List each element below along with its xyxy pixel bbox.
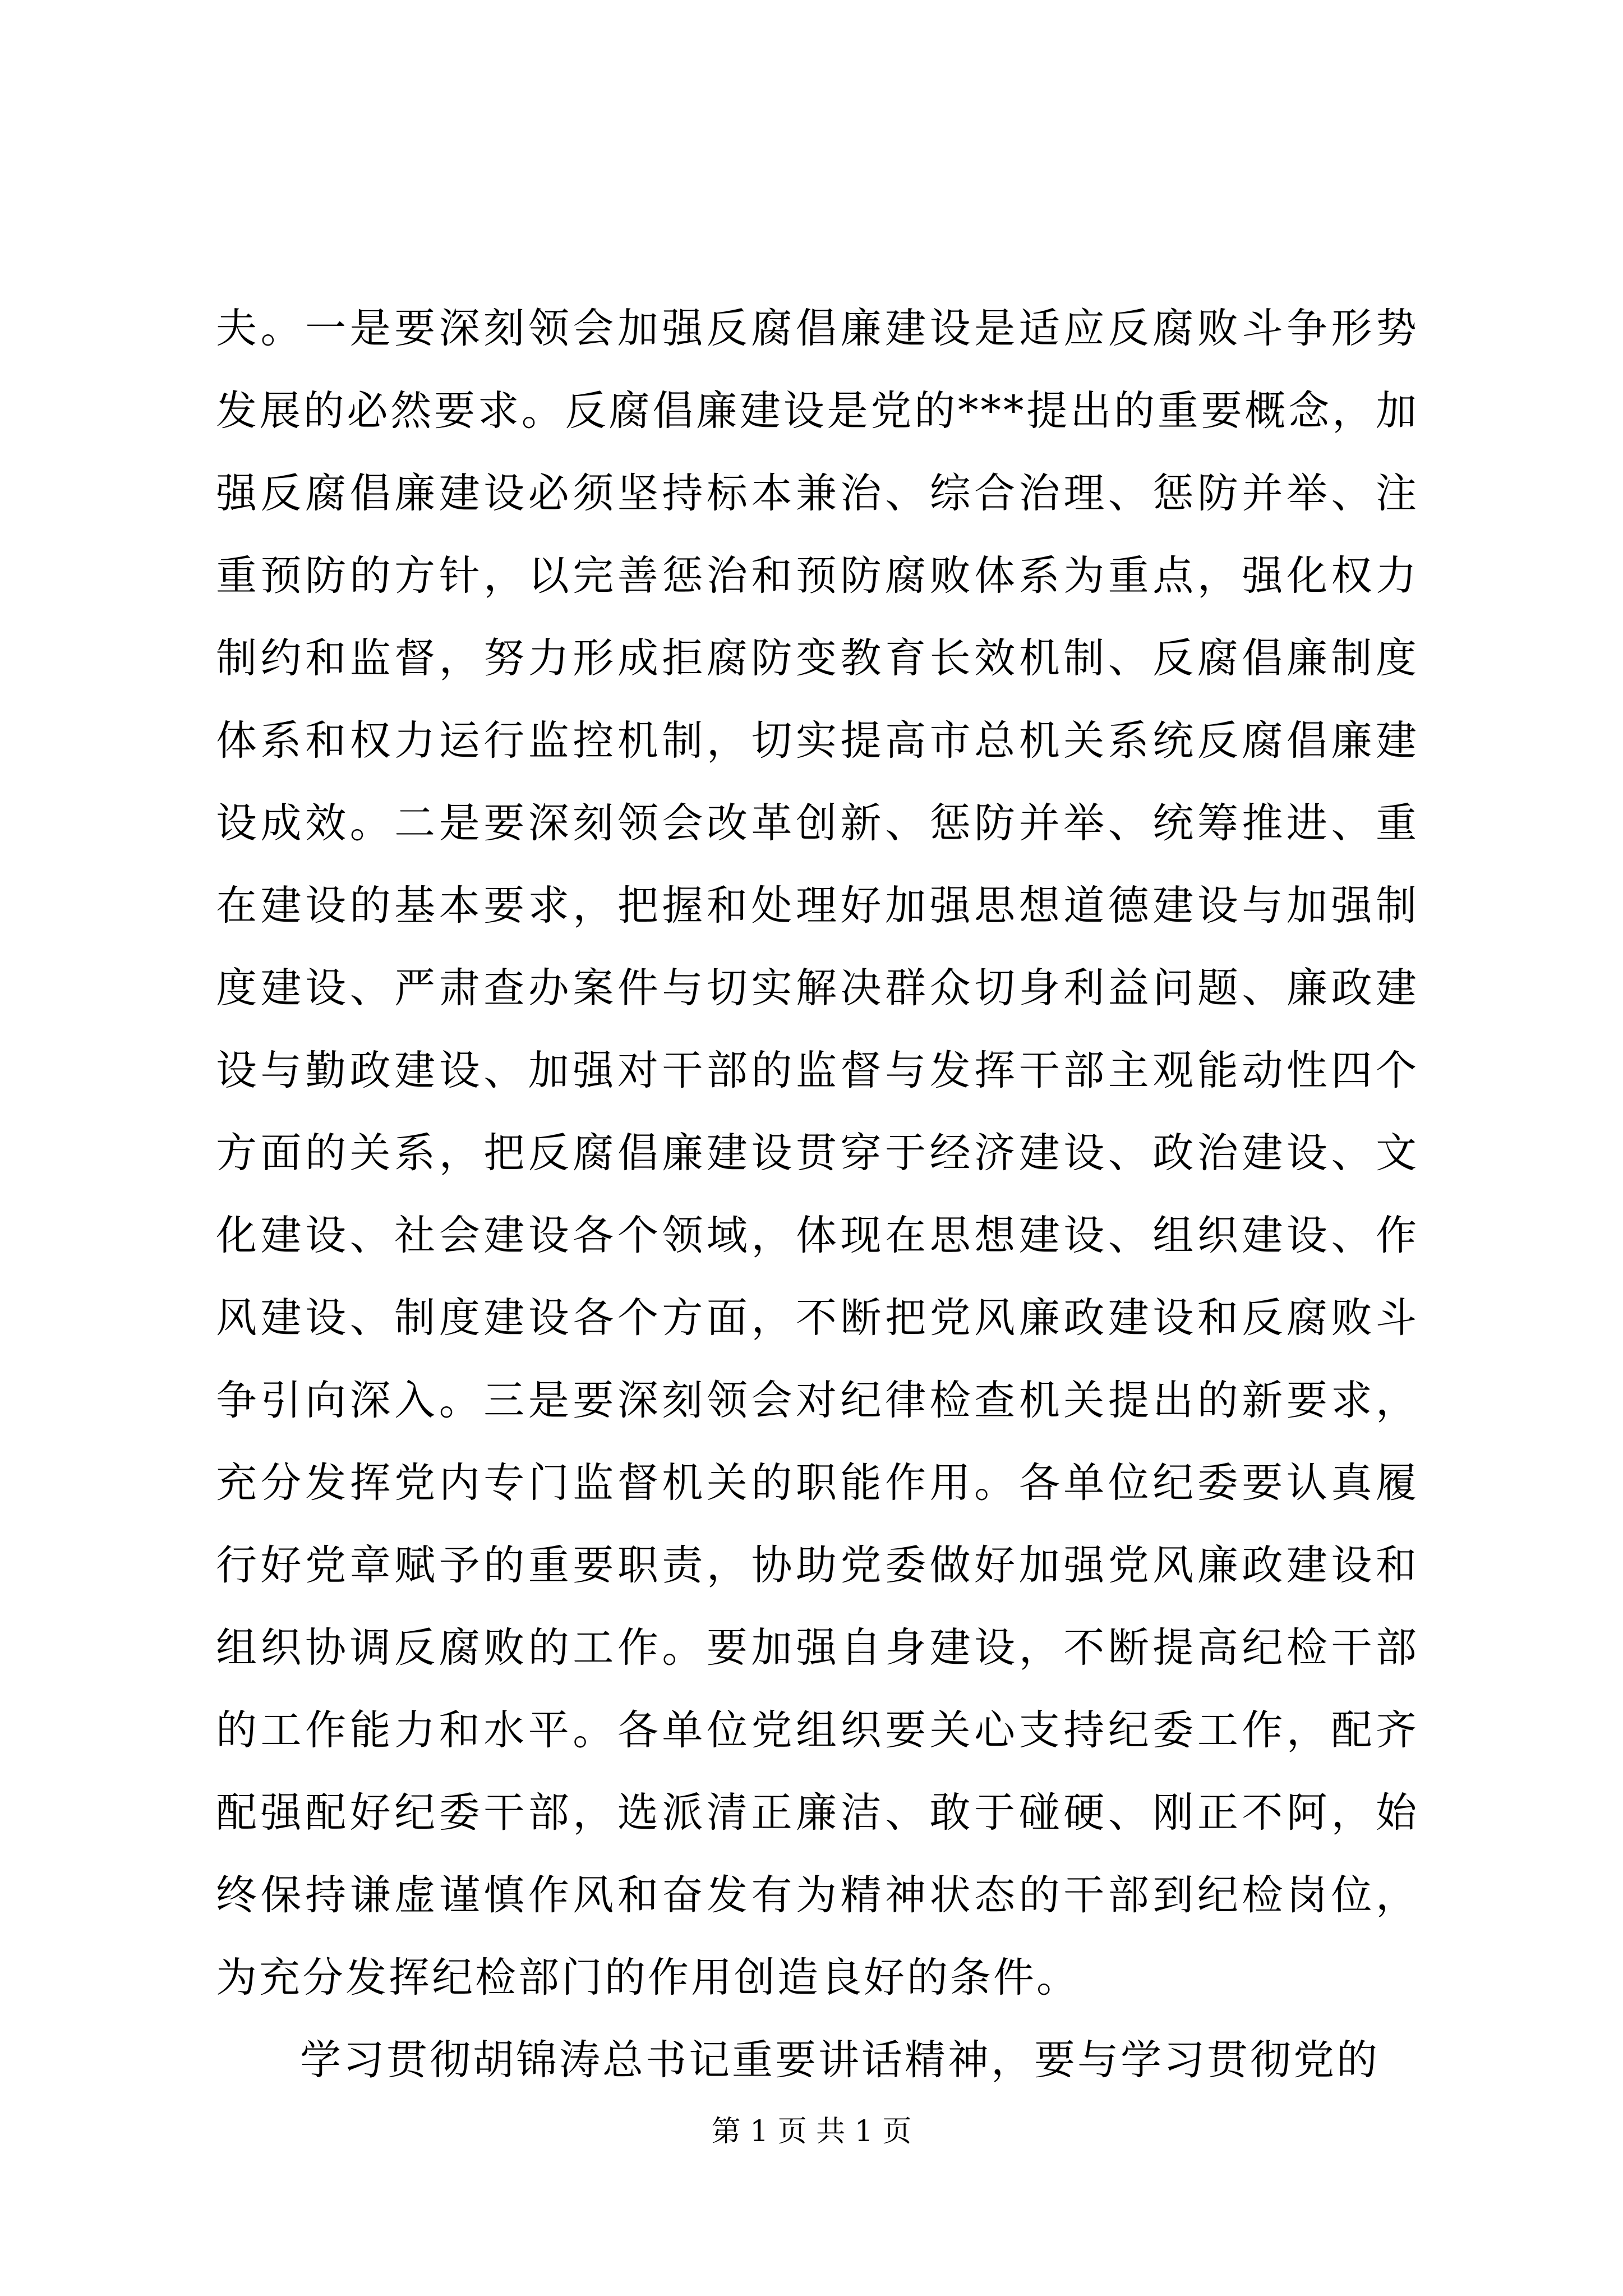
body-text (216, 287, 1419, 2101)
page-footer: 第 1 页 共 1 页 (711, 2115, 912, 2148)
paragraph-1: 夫。一是要深刻领会加强反腐倡廉建设是适应反腐败斗争形势发展的必然要求。反腐倡廉建设是党的***提出的重要概念，加强反腐倡廉建设必须坚持标本兼治、综合治理、惩防并举、注重预防的方针，以完善惩治和预防腐败体系为重点，强化权力制约和监督，努力形成拒腐防变教育长效机制、反腐倡廉制度体系和权力运行监控机制，切实提高市总机关系统反腐倡廉建设成效。二是要深刻领会改革创新、惩防并举、统筹推进、重在建设的基本要求，把握和处理好加强思想道德建设与加强制度建设、严肃查办案件与切实解决群众切身利益问题、廉政建设与勤政建设、加强对干部的监督与发挥干部主观能动性四个方面的关系，把反腐倡廉建设贯穿于经济建设、政治建设、文化建设、社会建设各个领域，体现在思想建设、组织建设、作风建设、制度建设各个方面，不断把党风廉政建设和反腐败斗争引向深入。三是要深刻领会对纪律检查机关提出的新要求，充分发挥党内专门监督机关的职能作用。各单位纪委要认真履行好党章赋予的重要职责，协助党委做好加强党风廉政建设和组织协调反腐败的工作。要加强自身建设，不断提高纪检干部的工作能力和水平。各单位党组织要关心支持纪委工作，配齐配强配好纪委干部，选派清正廉洁、敢于碰硬、刚正不阿，始终保持谦虚谨慎作风和奋发有为精神状态的干部到纪检岗位，为充分发挥纪检部门的作用创造良好的条件。 (216, 305, 1419, 2001)
paragraph-2: 学习贯彻胡锦涛总书记重要讲话精神，要与学习贯彻党的 (300, 2036, 1380, 2084)
